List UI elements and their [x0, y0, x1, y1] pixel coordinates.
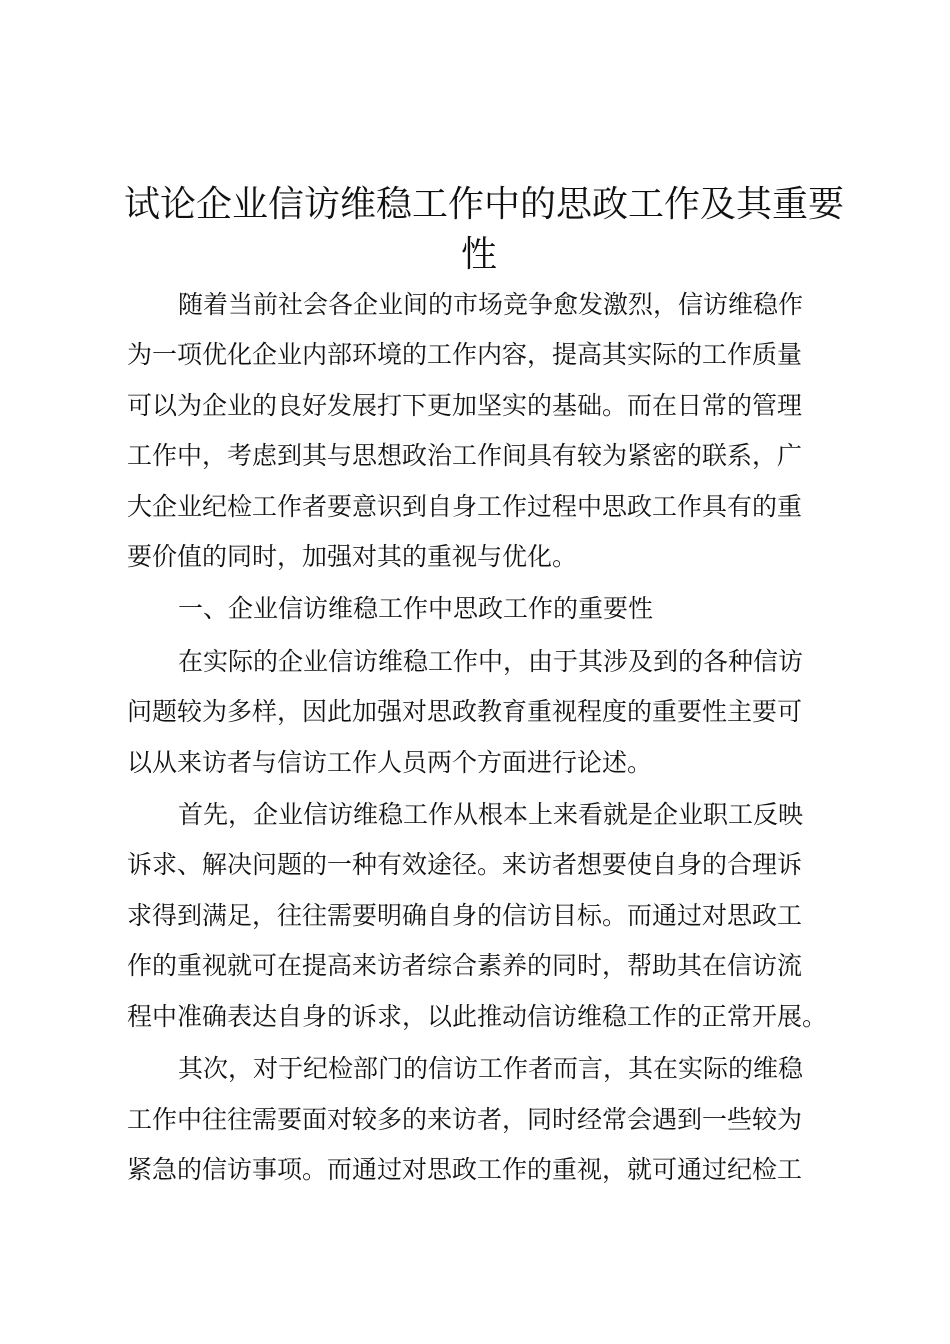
text-line: 随着当前社会各企业间的市场竞争愈发激烈，信访维稳作 — [178, 290, 804, 319]
text-line: 工作中往往需要面对较多的来访者，同时经常会遇到一些较为 — [127, 1104, 803, 1134]
text-line: 诉求、解决问题的一种有效途径。来访者想要使自身的合理诉 — [127, 850, 803, 880]
paragraph-first-point — [127, 790, 837, 1042]
text-line: 一、企业信访维稳工作中思政工作的重要性 — [178, 594, 654, 624]
paragraph-intro — [127, 280, 837, 582]
text-line: 程中准确表达自身的诉求，以此推动信访维稳工作的正常开展。 — [127, 1001, 828, 1031]
text-line: 紧急的信访事项。而通过对思政工作的重视，就可通过纪检工 — [127, 1154, 803, 1184]
text-line: 大企业纪检工作者要意识到自身工作过程中思政工作具有的重 — [127, 491, 803, 521]
text-line: 要价值的同时，加强对其的重视与优化。 — [127, 542, 578, 572]
document-title — [124, 180, 845, 280]
text-line: 首先，企业信访维稳工作从根本上来看就是企业职工反映 — [178, 800, 804, 830]
text-line: 可以为企业的良好发展打下更加坚实的基础。而在日常的管理 — [127, 390, 803, 420]
text-line: 工作中，考虑到其与思想政治工作间具有较为紧密的联系，广 — [127, 441, 803, 471]
title-line: 性 — [460, 234, 497, 275]
text-line: 在实际的企业信访维稳工作中，由于其涉及到的各种信访 — [178, 646, 804, 676]
text-line: 求得到满足，往往需要明确自身的信访目标。而通过对思政工 — [127, 900, 803, 930]
paragraph-overview — [127, 637, 837, 788]
text-line: 作的重视就可在提高来访者综合素养的同时，帮助其在信访流 — [127, 951, 803, 981]
title-line: 试论企业信访维稳工作中的思政工作及其重要 — [124, 184, 845, 225]
paragraph-second-point — [127, 1044, 837, 1195]
document-body — [127, 280, 837, 1197]
text-line: 以从来访者与信访工作人员两个方面进行论述。 — [127, 747, 653, 777]
text-line: 问题较为多样，因此加强对思政教育重视程度的重要性主要可 — [127, 697, 803, 727]
text-line: 为一项优化企业内部环境的工作内容，提高其实际的工作质量 — [127, 340, 803, 370]
text-line: 其次，对于纪检部门的信访工作者而言，其在实际的维稳 — [178, 1054, 804, 1084]
section-heading — [127, 584, 837, 634]
